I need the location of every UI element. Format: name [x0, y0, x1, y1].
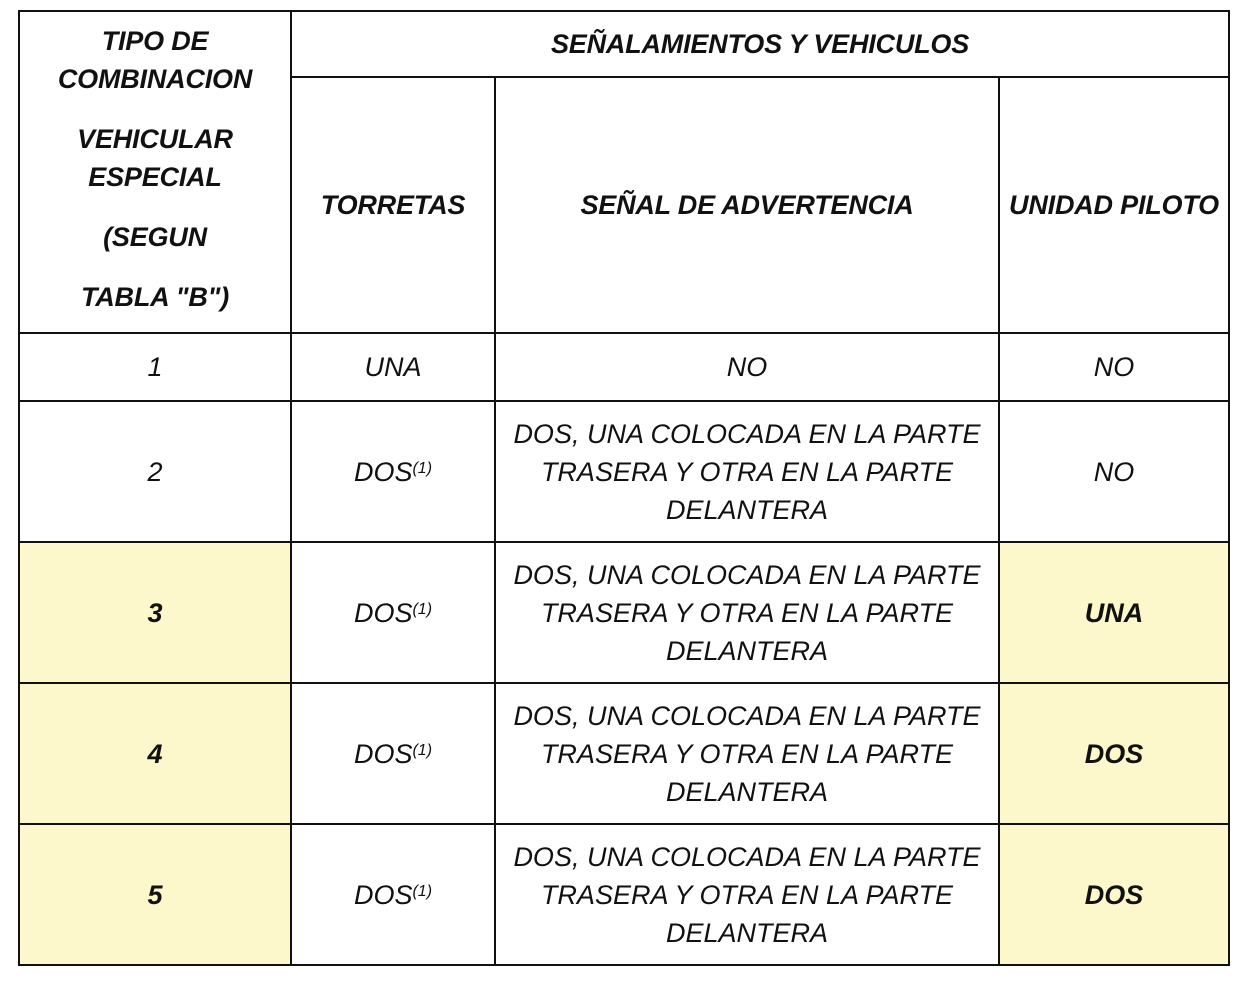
table-row — [19, 683, 1229, 824]
senal-line: DOS, UNA COLOCADA EN LA PARTE — [513, 700, 981, 731]
table-row — [19, 542, 1229, 683]
cell-senal — [495, 683, 999, 824]
header-tipo-line-1: TIPO DE — [101, 26, 209, 56]
senal-line: TRASERA Y OTRA EN LA PARTE — [540, 456, 954, 487]
header-tipo-combinacion — [19, 11, 291, 333]
cell-tipo: 1 — [19, 333, 291, 401]
cell-senal — [495, 333, 999, 401]
cell-tipo: 5 — [19, 824, 291, 965]
cell-torretas — [291, 683, 495, 824]
footnote-marker: (1) — [412, 882, 433, 900]
senal-line: DELANTERA — [665, 494, 829, 525]
cell-piloto: NO — [999, 401, 1229, 542]
header-tipo-line-6: TABLA "B") — [80, 282, 230, 312]
header-tipo-line-5: (SEGUN — [103, 222, 207, 252]
table-row — [19, 333, 1229, 401]
senal-line: DOS, UNA COLOCADA EN LA PARTE — [513, 418, 981, 449]
torretas-value: DOS — [353, 597, 413, 628]
senal-line: TRASERA Y OTRA EN LA PARTE — [540, 597, 954, 628]
senal-line: DOS, UNA COLOCADA EN LA PARTE — [513, 841, 981, 872]
senal-line: DOS, UNA COLOCADA EN LA PARTE — [513, 559, 981, 590]
cell-senal — [495, 824, 999, 965]
cell-senal — [495, 542, 999, 683]
cell-tipo: 4 — [19, 683, 291, 824]
footnote-marker: (1) — [412, 600, 433, 618]
cell-piloto: NO — [999, 333, 1229, 401]
torretas-value: UNA — [364, 352, 422, 382]
senal-line: TRASERA Y OTRA EN LA PARTE — [540, 738, 954, 769]
header-tipo-line-2: COMBINACION — [57, 64, 253, 94]
header-unidad-piloto: UNIDAD PILOTO — [999, 77, 1229, 333]
senal-line: DELANTERA — [665, 635, 829, 666]
cell-senal — [495, 401, 999, 542]
header-tipo-line-4: ESPECIAL — [88, 162, 222, 192]
cell-piloto: DOS — [999, 824, 1229, 965]
header-senal-advertencia: SEÑAL DE ADVERTENCIA — [495, 77, 999, 333]
cell-piloto: DOS — [999, 683, 1229, 824]
cell-piloto: UNA — [999, 542, 1229, 683]
cell-torretas — [291, 333, 495, 401]
header-torretas: TORRETAS — [291, 77, 495, 333]
footnote-marker: (1) — [412, 741, 433, 759]
senal-line: TRASERA Y OTRA EN LA PARTE — [540, 879, 954, 910]
senal-line: DELANTERA — [665, 776, 829, 807]
cell-tipo: 2 — [19, 401, 291, 542]
cell-tipo: 3 — [19, 542, 291, 683]
table-row — [19, 824, 1229, 965]
table-row — [19, 401, 1229, 542]
header-senalamientos-vehiculos: SEÑALAMIENTOS Y VEHICULOS — [291, 11, 1229, 77]
vehicle-signaling-table — [18, 10, 1230, 966]
torretas-value: DOS — [353, 738, 413, 769]
torretas-value: DOS — [353, 879, 413, 910]
cell-torretas — [291, 542, 495, 683]
torretas-value: DOS — [353, 456, 413, 487]
header-tipo-line-3: VEHICULAR — [77, 124, 233, 154]
cell-torretas — [291, 401, 495, 542]
senal-line: DELANTERA — [665, 917, 829, 948]
senal-line: NO — [726, 352, 768, 382]
footnote-marker: (1) — [412, 459, 433, 477]
cell-torretas — [291, 824, 495, 965]
